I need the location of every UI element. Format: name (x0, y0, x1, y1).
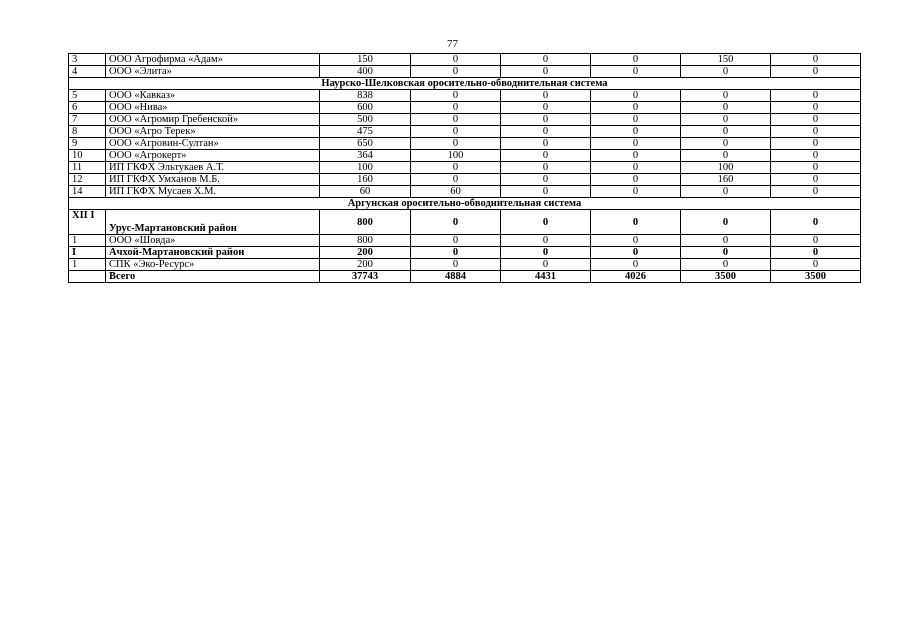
value-cell: 0 (771, 66, 861, 78)
value-cell: 0 (411, 54, 501, 66)
value-cell: 3500 (681, 271, 771, 283)
value-cell: 364 (320, 150, 411, 162)
value-cell: 0 (411, 66, 501, 78)
value-cell: 0 (411, 114, 501, 126)
value-cell: 0 (411, 102, 501, 114)
value-cell: 200 (320, 247, 411, 259)
value-cell: 100 (320, 162, 411, 174)
row-name: ООО Агрофирма «Адам» (106, 54, 320, 66)
row-name: Урус-Мартановский район (106, 210, 320, 235)
value-cell: 0 (501, 90, 591, 102)
value-cell: 160 (320, 174, 411, 186)
value-cell: 37743 (320, 271, 411, 283)
value-cell: 0 (501, 66, 591, 78)
value-cell: 0 (681, 138, 771, 150)
table-row (69, 259, 861, 271)
value-cell: 0 (501, 235, 591, 247)
value-cell: 0 (501, 114, 591, 126)
table-row (69, 138, 861, 150)
row-number: 9 (69, 138, 106, 150)
value-cell: 0 (771, 247, 861, 259)
value-cell: 0 (681, 186, 771, 198)
value-cell: 0 (411, 90, 501, 102)
table-row (69, 186, 861, 198)
value-cell: 0 (591, 150, 681, 162)
value-cell: 100 (681, 162, 771, 174)
value-cell: 0 (501, 210, 591, 235)
row-number: 12 (69, 174, 106, 186)
value-cell: 0 (411, 210, 501, 235)
page-number: 77 (447, 38, 458, 50)
row-name: ИП ГКФХ Эльтукаев А.Т. (106, 162, 320, 174)
row-name: ООО «Агровин-Султан» (106, 138, 320, 150)
value-cell: 0 (771, 114, 861, 126)
table-row (69, 90, 861, 102)
row-number: 11 (69, 162, 106, 174)
value-cell: 475 (320, 126, 411, 138)
row-name: ООО «Элита» (106, 66, 320, 78)
value-cell: 3500 (771, 271, 861, 283)
row-name: СПК «Эко-Ресурс» (106, 259, 320, 271)
row-number: 5 (69, 90, 106, 102)
value-cell: 0 (591, 174, 681, 186)
value-cell: 0 (411, 162, 501, 174)
row-number: 7 (69, 114, 106, 126)
value-cell: 600 (320, 102, 411, 114)
table-row (69, 126, 861, 138)
table-row (69, 114, 861, 126)
section-title: Аргунская оросительно-обводнительная система (69, 198, 861, 210)
value-cell: 0 (501, 54, 591, 66)
value-cell: 0 (771, 162, 861, 174)
row-number: 4 (69, 66, 106, 78)
value-cell: 0 (501, 174, 591, 186)
value-cell: 800 (320, 235, 411, 247)
value-cell: 0 (591, 138, 681, 150)
value-cell: 60 (411, 186, 501, 198)
value-cell: 0 (411, 138, 501, 150)
row-number: 1 (69, 259, 106, 271)
value-cell: 0 (771, 126, 861, 138)
value-cell: 0 (681, 90, 771, 102)
value-cell: 0 (591, 102, 681, 114)
row-name: ИП ГКФХ Мусаев Х.М. (106, 186, 320, 198)
row-name: ООО «Агро Терек» (106, 126, 320, 138)
value-cell: 100 (411, 150, 501, 162)
value-cell: 4026 (591, 271, 681, 283)
row-name: ООО «Нива» (106, 102, 320, 114)
row-name: ООО «Кавказ» (106, 90, 320, 102)
row-number: 1 (69, 235, 106, 247)
row-number: XII I (69, 210, 106, 235)
section-header-row (69, 198, 861, 210)
value-cell: 0 (501, 138, 591, 150)
section-title: Наурско-Шелковская оросительно-обводнительная система (69, 78, 861, 90)
value-cell: 0 (411, 259, 501, 271)
table-row (69, 150, 861, 162)
row-number: 6 (69, 102, 106, 114)
value-cell: 0 (411, 247, 501, 259)
value-cell: 0 (591, 66, 681, 78)
value-cell: 0 (771, 54, 861, 66)
value-cell: 0 (681, 235, 771, 247)
row-number: 8 (69, 126, 106, 138)
district-row (69, 247, 861, 259)
value-cell: 0 (501, 247, 591, 259)
value-cell: 0 (681, 126, 771, 138)
table-row (69, 66, 861, 78)
value-cell: 0 (501, 259, 591, 271)
row-number: 10 (69, 150, 106, 162)
row-name: Всего (106, 271, 320, 283)
value-cell: 0 (591, 235, 681, 247)
value-cell: 0 (681, 114, 771, 126)
value-cell: 800 (320, 210, 411, 235)
value-cell: 0 (771, 90, 861, 102)
value-cell: 0 (681, 259, 771, 271)
row-name: ООО «Агромир Гребенской» (106, 114, 320, 126)
value-cell: 0 (591, 126, 681, 138)
total-row (69, 271, 861, 283)
value-cell: 0 (771, 138, 861, 150)
row-number: 3 (69, 54, 106, 66)
row-number (69, 271, 106, 283)
value-cell: 0 (591, 90, 681, 102)
value-cell: 200 (320, 259, 411, 271)
value-cell: 150 (681, 54, 771, 66)
value-cell: 0 (681, 102, 771, 114)
value-cell: 0 (771, 235, 861, 247)
value-cell: 160 (681, 174, 771, 186)
value-cell: 4431 (501, 271, 591, 283)
value-cell: 0 (591, 259, 681, 271)
table-row (69, 102, 861, 114)
value-cell: 400 (320, 66, 411, 78)
value-cell: 650 (320, 138, 411, 150)
value-cell: 0 (771, 174, 861, 186)
irrigation-table (68, 53, 861, 283)
value-cell: 0 (501, 150, 591, 162)
value-cell: 60 (320, 186, 411, 198)
table-row (69, 54, 861, 66)
value-cell: 0 (501, 102, 591, 114)
value-cell: 0 (411, 126, 501, 138)
value-cell: 0 (681, 66, 771, 78)
row-number: 14 (69, 186, 106, 198)
table-row (69, 174, 861, 186)
table-row (69, 235, 861, 247)
table-body (69, 54, 861, 283)
value-cell: 0 (771, 102, 861, 114)
value-cell: 0 (771, 150, 861, 162)
value-cell: 0 (681, 210, 771, 235)
row-name: Ачхой-Мартановский район (106, 247, 320, 259)
value-cell: 0 (591, 247, 681, 259)
value-cell: 150 (320, 54, 411, 66)
value-cell: 0 (771, 259, 861, 271)
value-cell: 0 (591, 162, 681, 174)
value-cell: 0 (681, 247, 771, 259)
value-cell: 0 (411, 235, 501, 247)
value-cell: 838 (320, 90, 411, 102)
district-row (69, 210, 861, 235)
row-name: ООО «Шовда» (106, 235, 320, 247)
value-cell: 0 (771, 186, 861, 198)
value-cell: 0 (591, 186, 681, 198)
row-name: ИП ГКФХ Умханов М.Б. (106, 174, 320, 186)
value-cell: 0 (591, 54, 681, 66)
value-cell: 0 (411, 174, 501, 186)
value-cell: 4884 (411, 271, 501, 283)
row-number: I (69, 247, 106, 259)
value-cell: 0 (591, 114, 681, 126)
value-cell: 0 (501, 126, 591, 138)
value-cell: 0 (771, 210, 861, 235)
section-header-row (69, 78, 861, 90)
table-row (69, 162, 861, 174)
value-cell: 500 (320, 114, 411, 126)
value-cell: 0 (681, 150, 771, 162)
value-cell: 0 (501, 186, 591, 198)
value-cell: 0 (501, 162, 591, 174)
value-cell: 0 (591, 210, 681, 235)
row-name: ООО «Агрокерт» (106, 150, 320, 162)
